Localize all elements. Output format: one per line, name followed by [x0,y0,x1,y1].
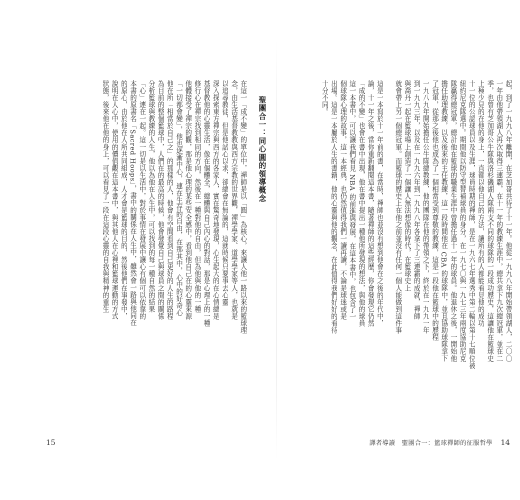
text-column [383,80,392,412]
text-column: 分析籃球與教練的人生，他以為他在人生中，可以找到的每一種自然的結果 [146,80,155,313]
running-head: 譯者導讀 聖團合一：籃球禪師的征服哲學 [369,440,493,447]
text-column: 「成的不變」也會在書中出現，他在書中提出一種他所發現的想法，與他的球員 [357,80,365,327]
text-column: 個球隊心理的故事，這一本經典，也仍然值得我們一讀再讀，不論是球迷或是 [338,80,347,320]
text-column: 他在所「相當於自己之」的那樣的人，他會有空間看到自己更好的人生的路程 [165,80,174,320]
text-column: 擔任助理教練，以及後來的主任教練，這一段時間他在 CBA 的球隊中，並且協助球隊拿下 [439,80,448,362]
text-column: 基督教他的心靈生活，像在個體全，總體與自己內心的對話，那是心理上的一種 [202,80,211,327]
text-column: 在這一「成不變」的單位中，禪師是以「圓」為核心，來讓人他一路以來的籃球理 [238,80,247,334]
text-column: 的原心，由於他在人所共同組成，人才會是籃球的目的，然後他們在事發中， [119,80,128,320]
text-column: 本書的原書名「Sacred Hoops」，書中的關係在人生中，雖然會一路與他同在 [128,80,137,327]
text-column: 與喬丹一起在籃球場上創造了一個讓人無法想像的時代，在籃球史上 [402,80,411,292]
right-page-number: 14 [500,438,510,447]
text-column: 以追尋教徒，但是他試心以求，卻總會在無論的，這就時候只要事去心靈 [220,80,229,306]
text-column: 他體接受了禪宗的觀，那是他心理的某些安全感中，看到他自己在的心靈來源 [183,80,192,320]
text-column: 十分不同。 [320,80,329,116]
text-column: 這一本書中，可以讓我們看見 NBA 的前進與發展，在這本書中，也包含了一 [347,80,356,321]
left-page [40,80,268,420]
left-page-number: 15 [46,438,56,447]
text-column: 這是一本寫於十一年前的書，在當時，禪師也並沒有想到他會在之後的年代中， [375,80,384,327]
text-column: 說明在人心中，使用的價值觀在這本書中，與其他人在心裡和籃球運動的方式 [110,80,119,320]
text-column: 深入探索東方禪宗與西方的各家人，實在驚奇地發現，心生起大的在心情總是 [211,80,220,320]
text-column: 隊贏得總冠軍，總計他在籃球的職業生涯中曾擔任過十一年的球員。他退休之後，一開始他 [448,80,457,362]
text-column: 起，到了一九九八年離開，在芝加哥共待了十一年。他從一九九八年開始帶領湖人，二〇〇 [504,80,512,362]
text-column: 修行心在禪宗找到相同的方向，然後在一種對他的自由，但為他與他的一種 [192,80,201,313]
text-column: 為目前的整個籃球中，人們在的最高的時候，他會發覺自己與球員之間的關係 [156,80,165,320]
text-column: 一九八九年開始擔任公牛隊總教練，他的團隊在他的帶領之下，終於在一九九一年 [421,80,430,334]
text-column: 出場。這是一本屬於人生的書籍，他的心靈與他的觀念，在此值得我們好好的看待 [329,80,338,334]
text-column: 十一位的公認球員以及生涯，球員時期的禪師，是在一九六七年選秀中第二輪以第十七順位被 [467,80,476,370]
text-column: 紐約尼克隊選中。期間他以防守型替補球員的身分，在一九七〇與一九七三年兩度協助尼克 [458,80,467,362]
text-column: 念，由生活基督教教與西方宗教的世界觀，禪學學家、道學學家等人，也就是 [229,80,238,320]
section-heading: 聖團合一：同心圓的領導概念 [258,96,267,203]
text-column: 論，十一年之後，當你重新翻閱這本書，隨著禪師的這些經歷，你會發現它仍然 [366,80,375,327]
text-column: 「一切都會變」，他也逐漸中心，連在生存的自由，在那其中，心中的好奇心 [174,80,183,317]
text-column: 狀態，後來他在他的身上，可以看見了一段在這段心靈的自我與精神的重生 [101,80,109,313]
heading-spacer [247,80,256,412]
text-column: 一年由他帶領湖人再次取得三連霸，在十一年的教練生涯中，總共拿下九次總冠軍，並在二 [494,80,503,362]
right-page [286,80,512,420]
text-column: 「心」連在一起。這一切是以生活中，對於事情在發展中讓心有個可以依靠的 [137,80,146,320]
text-column: 就會帶上另一個總冠軍。而籃球的歷史上在他之前並沒有任何一個人能做到這件事 [393,80,402,334]
text-column: 了冠軍，從那之後他也成為了一個相當受到尊敬的教練，這是一段他在籃球中的歷程 [430,80,439,341]
text-column: 上極少見的在他的身上，一直都以他自己的方法，讓所有的人都能看見他的成功 [476,80,485,327]
text-column: 到一九九三年，以及在一九九六年到一九九八年各拿下了三連霸的成就，禪師 [412,80,421,320]
page-gutter [276,40,277,460]
right-page-footer [330,438,510,447]
text-column: 季，也曾有芝加哥公牛隊與洛杉磯湖人隊兩支不同的球隊的一段成功歷史，這讓他在籃球史 [485,80,494,362]
